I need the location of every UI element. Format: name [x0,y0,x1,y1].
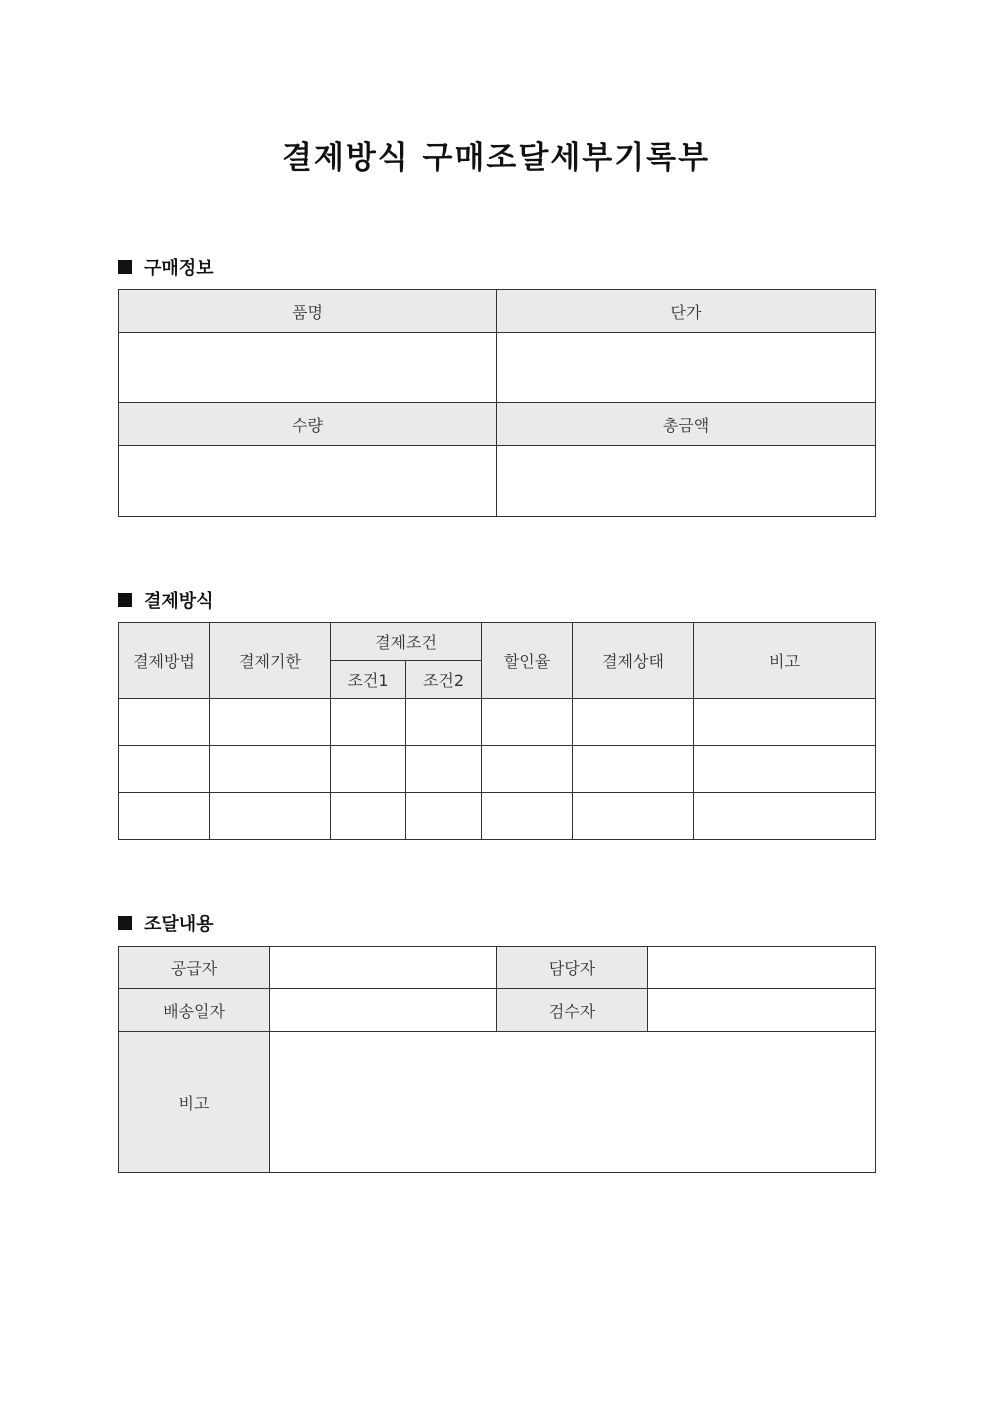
page-title: 결제방식 구매조달세부기록부 [281,140,711,176]
label-remarks: 비고 [119,1032,270,1173]
square-bullet-icon [118,260,132,274]
purchase-info-table [118,289,876,517]
cell-inspector[interactable] [648,989,876,1032]
header-item-name: 품명 [119,290,497,333]
cell-remarks[interactable] [270,1032,876,1173]
cell-method[interactable] [119,746,210,793]
cell-condition-2[interactable] [406,699,482,746]
cell-quantity[interactable] [119,446,497,517]
cell-discount-rate[interactable] [482,746,573,793]
header-quantity: 수량 [119,403,497,446]
cell-unit-price[interactable] [497,333,876,403]
header-condition-2: 조건2 [406,661,482,699]
header-condition-1: 조건1 [331,661,406,699]
cell-method[interactable] [119,793,210,840]
cell-condition-1[interactable] [331,746,406,793]
header-payment-status: 결제상태 [573,623,694,699]
header-payment-conditions: 결제조건 [331,623,482,661]
section-title: 조달내용 [144,914,214,935]
square-bullet-icon [118,593,132,607]
label-delivery-date: 배송일자 [119,989,270,1032]
cell-deadline[interactable] [210,793,331,840]
cell-discount-rate[interactable] [482,699,573,746]
cell-supplier[interactable] [270,947,497,989]
square-bullet-icon [118,916,132,930]
label-supplier: 공급자 [119,947,270,989]
header-total-amount: 총금액 [497,403,876,446]
header-discount-rate: 할인율 [482,623,573,699]
cell-condition-2[interactable] [406,793,482,840]
header-payment-method: 결제방법 [119,623,210,699]
label-manager: 담당자 [497,947,648,989]
cell-remarks[interactable] [694,699,876,746]
table-row [119,699,876,746]
cell-remarks[interactable] [694,746,876,793]
cell-total-amount[interactable] [497,446,876,517]
cell-condition-2[interactable] [406,746,482,793]
table-row [119,793,876,840]
cell-method[interactable] [119,699,210,746]
cell-delivery-date[interactable] [270,989,497,1032]
cell-status[interactable] [573,746,694,793]
cell-deadline[interactable] [210,699,331,746]
section-heading-payment-method [118,587,214,613]
table-row [119,746,876,793]
cell-condition-1[interactable] [331,793,406,840]
section-heading-procurement-details [118,910,214,936]
cell-deadline[interactable] [210,746,331,793]
cell-item-name[interactable] [119,333,497,403]
procurement-details-table [118,946,876,1173]
payment-method-table [118,622,876,840]
section-title: 구매정보 [144,258,214,279]
cell-manager[interactable] [648,947,876,989]
cell-remarks[interactable] [694,793,876,840]
label-inspector: 검수자 [497,989,648,1032]
header-payment-deadline: 결제기한 [210,623,331,699]
header-remarks: 비고 [694,623,876,699]
section-title: 결제방식 [144,591,214,612]
cell-discount-rate[interactable] [482,793,573,840]
section-heading-purchase-info [118,254,214,280]
cell-status[interactable] [573,793,694,840]
cell-status[interactable] [573,699,694,746]
cell-condition-1[interactable] [331,699,406,746]
header-unit-price: 단가 [497,290,876,333]
